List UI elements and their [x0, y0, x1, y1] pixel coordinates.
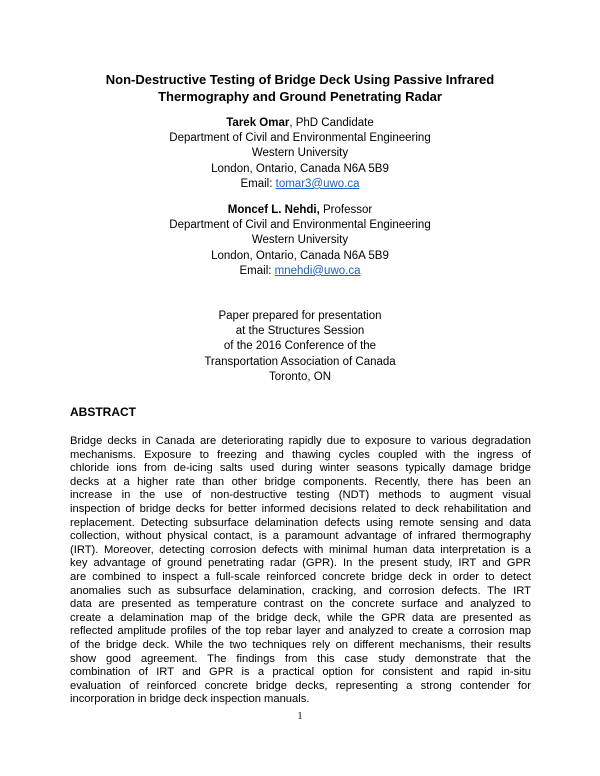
author-university: Western University: [251, 147, 349, 160]
author-department: Department of Civil and Environmental Engineering: [169, 132, 431, 145]
abstract-line: show good agreement. The findings from this case study demonstrate that the: [70, 652, 531, 665]
title-line-2: Thermography and Ground Penetrating Radar: [158, 89, 442, 104]
paper-title: [70, 71, 530, 105]
note-line: Paper prepared for presentation: [218, 310, 382, 322]
author-department: Department of Civil and Environmental Engineering: [169, 219, 431, 232]
abstract-line: increase in the use of non-destructive testing (NDT) methods to augment visual: [70, 489, 531, 502]
page-number: 1: [297, 711, 303, 722]
author-role: , PhD Candidate: [289, 117, 374, 129]
abstract-line: decks at a higher rate than other bridge components. Recently, there has been an: [70, 475, 531, 488]
abstract-line: are combined to inspect a full-scale reinforced concrete bridge deck in order to detect: [70, 570, 531, 583]
author-name-line: [100, 116, 500, 131]
author-name-line: [100, 203, 500, 218]
abstract-body: [70, 435, 531, 707]
abstract-heading: ABSTRACT: [70, 405, 136, 419]
abstract-line: data are presented as temperature contrast on the concrete surface and analyzed to: [70, 598, 531, 611]
email-link[interactable]: tomar3@uwo.ca: [275, 177, 360, 190]
abstract-line: mechanisms. Exposure to freezing and thawing cycles coupled with the ingress of: [70, 448, 531, 461]
abstract-line: reflected amplitude profiles of the top rebar layer and analyzed to create a corrosion map: [70, 625, 531, 638]
abstract-line: replacement. Detecting subsurface delamination defects using remote sensing and data: [70, 516, 531, 529]
author-role: Professor: [319, 204, 373, 216]
note-line: Toronto, ON: [269, 370, 331, 383]
presentation-note: [100, 309, 500, 385]
abstract-line: evaluation of reinforced concrete bridge decks, representing a strong contender for: [70, 679, 531, 692]
abstract-line: combination of IRT and GPR is a practical option for consistent and rapid in-situ: [70, 666, 531, 679]
abstract-line: key advantage of ground penetrating radar (GPR). In the present study, IRT and GPR: [70, 557, 531, 570]
email-link[interactable]: mnehdi@uwo.ca: [274, 264, 361, 277]
abstract-line: chloride ions from de-icing salts used during winter seasons typically damage bridge: [70, 462, 531, 475]
email-label: Email:: [239, 264, 275, 277]
author-name: Tarek Omar: [226, 117, 290, 129]
author-block-2: [100, 203, 500, 279]
abstract-line: of the bridge deck. While the two techniques rely on different mechanisms, their results: [70, 638, 531, 651]
author-address: London, Ontario, Canada N6A 5B9: [211, 249, 389, 262]
note-line: at the Structures Session: [235, 325, 365, 338]
title-line-1: Non-Destructive Testing of Bridge Deck Using Passive Infrared: [105, 72, 495, 87]
author-email-line: [100, 264, 500, 279]
abstract-line: create a delamination map of the bridge deck, while the GPR data are presented as: [70, 611, 531, 624]
author-university: Western University: [251, 234, 349, 247]
abstract-line: collection, without physical contact, is a paramount advantage of infrared thermography: [70, 530, 531, 543]
author-address: London, Ontario, Canada N6A 5B9: [211, 162, 389, 175]
abstract-line: incorporation in bridge deck inspection manuals.: [70, 693, 310, 706]
abstract-line: anomalies such as subsurface delamination, cracking, and corrosion defects. The IRT: [70, 584, 531, 597]
note-line: Transportation Association of Canada: [204, 355, 396, 368]
note-line: of the 2016 Conference of the: [223, 340, 377, 353]
author-email-line: [100, 177, 500, 192]
abstract-line: (IRT). Moreover, detecting corrosion defects with minimal human data interpretation is a: [70, 543, 531, 556]
author-block-1: [100, 116, 500, 192]
abstract-line: Bridge decks in Canada are deteriorating rapidly due to exposure to various degradation: [70, 435, 531, 447]
author-name: Moncef L. Nehdi,: [227, 204, 320, 216]
abstract-line: inspection of bridge decks for better informed decisions related to deck rehabilitation and: [70, 502, 531, 515]
email-label: Email:: [240, 177, 276, 190]
